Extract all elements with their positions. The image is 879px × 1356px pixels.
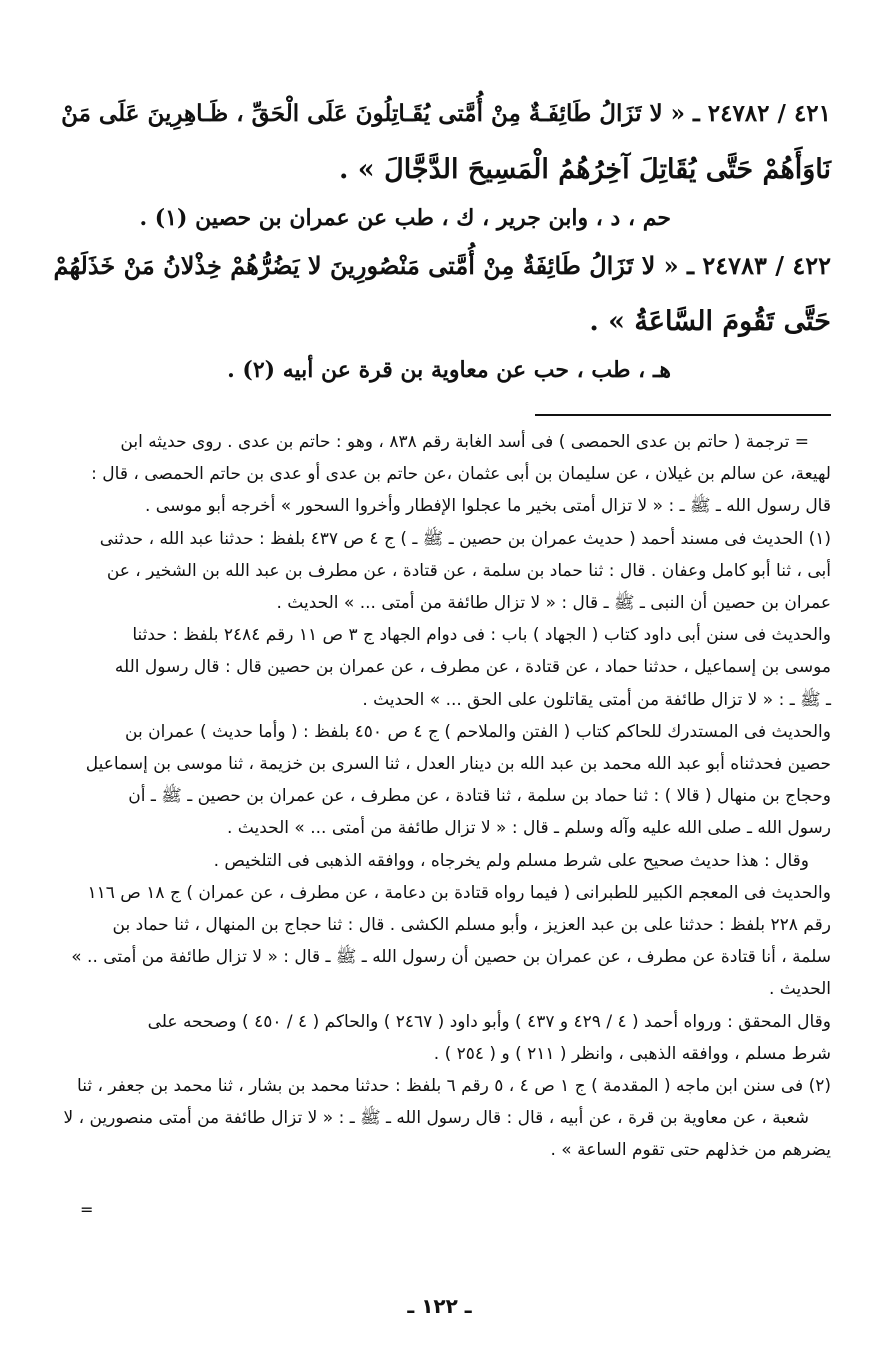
footnote-line: وقال : هذا حديث صحيح على شرط مسلم ولم يخرجاه ، ووافقه الذهبى فى التلخيص . [213, 850, 809, 871]
footnote-line: سلمة ، أنا قتادة عن مطرف ، عن عمران بن حصين أن رسول الله ـ ﷺ ـ قال : « لا تزال طائفة من أمتى .. » [71, 947, 831, 968]
hadith-text-line: حَتَّى تَقُومَ السَّاعَةُ » . [589, 306, 831, 337]
main-text [48, 86, 831, 390]
continuation-mark: = [80, 1200, 94, 1219]
hadith-text-line: ٤٢١ / ٢٤٧٨٢ ـ « لا تَزَالُ طَائِفَـةٌ مِنْ أُمَّتى يُقَـاتِلُونَ عَلَى الْحَقِّ ، ظَـاهِرِينَ عَلَى مَنْ [61, 100, 831, 127]
footnote-line: يضرهم من خذلهم حتى تقوم الساعة » . [550, 1140, 831, 1161]
footnotes [48, 426, 831, 1167]
footnote-separator [535, 414, 831, 416]
hadith-422 [48, 238, 831, 390]
footnote-line: قال رسول الله ـ ﷺ ـ : « لا تزال أمتى بخير ما عجلوا الإفطار وأخروا السحور » أخرجه أبو موسى . [144, 496, 831, 517]
page-number: ـ ١٢٢ ـ [407, 1294, 472, 1318]
footnote-line: وحجاج بن منهال ( قالا ) : ثنا حماد بن سلمة ، ثنا قتادة ، عن مطرف ، عن عمران بن حصين ـ ﷺ ـ أن [128, 786, 831, 807]
footnote-line: رسول الله ـ صلى الله عليه وآله وسلم ـ قال : « لا تزال طائفة من أمتى ... » الحديث . [226, 818, 831, 839]
footnote-line: والحديث فى المعجم الكبير للطبرانى ( فيما رواه قتادة بن دعامة ، عن مطرف ، عن عمران ) ج ١٨ ص ١١٦ [87, 882, 831, 903]
footnote-line: لهيعة، عن سالم بن غيلان ، عن سليمان بن أبى عثمان ،عن حاتم بن عدى أو عدى بن حاتم الحمصى ، قال : [91, 464, 831, 485]
footnote-line: (١) الحديث فى مسند أحمد ( حديث عمران بن حصين ـ ﷺ ـ ) ج ٤ ص ٤٣٧ بلفظ : حدثنا عبد الله ، حدثنى [99, 528, 831, 549]
footnote-line: = ترجمة ( حاتم بن عدى الحمصى ) فى أسد الغابة رقم ٨٣٨ ، وهو : حاتم بن عدى . روى حديثه ابن [120, 432, 809, 452]
footnote-line: حصين فحدثناه أبو عبد الله محمد بن عبد الله بن دينار العدل ، ثنا السرى بن خزيمة ، ثنا موسى بن إسماعيل [85, 754, 831, 775]
footnote-line: شعبة ، عن معاوية بن قرة ، عن أبيه ، قال : قال رسول الله ـ ﷺ ـ : « لا تزال طائفة من أمتى منصورين ، لا [63, 1108, 809, 1129]
footnote-line: عمران بن حصين أن النبى ـ ﷺ ـ قال : « لا تزال طائفة من أمتى ... » الحديث . [276, 593, 831, 614]
hadith-text-line: ٤٢٢ / ٢٤٧٨٣ ـ « لا تَزَالُ طَائِفَةٌ مِنْ أُمَّتى مَنْصُورِينَ لا يَضُرُّهُمْ خِذْلانُ مَنْ خَذَلَهُمْ [53, 251, 831, 280]
footnote-line: (٢) فى سنن ابن ماجه ( المقدمة ) ج ١ ص ٤ ، ٥ رقم ٦ بلفظ : حدثنا محمد بن بشار ، ثنا محمد بن جعفر ، ثنا [77, 1076, 831, 1097]
hadith-source: حم ، د ، وابن جرير ، ك ، طب عن عمران بن حصين (١) . [139, 205, 671, 231]
hadith-421 [48, 86, 831, 238]
footnote-line: الحديث . [768, 979, 831, 1000]
footnote-line: موسى بن إسماعيل ، حدثنا حماد ، عن قتادة ، عن مطرف ، عن عمران بن حصين قال : قال رسول الله [114, 657, 831, 678]
footnote-line: والحديث فى المستدرك للحاكم كتاب ( الفتن والملاحم ) ج ٤ ص ٤٥٠ بلفظ : ( وأما حديث ) عمران بن [125, 721, 831, 742]
hadith-source: هـ ، طب ، حب عن معاوية بن قرة عن أبيه (٢) . [227, 357, 671, 383]
footnote-line: والحديث فى سنن أبى داود كتاب ( الجهاد ) باب : فى دوام الجهاد ج ٣ ص ١١ رقم ٢٤٨٤ بلفظ : حدثنا [132, 625, 831, 646]
footnote-line: وقال المحقق : ورواه أحمد ( ٤ / ٤٢٩ و ٤٣٧ ) وأبو داود ( ٢٤٦٧ ) والحاكم ( ٤ / ٤٥٠ ) وصححه على [147, 1011, 831, 1032]
hadith-text-line: نَاوَأَهُمْ حَتَّى يُقَاتِلَ آخِرُهُمُ الْمَسِيحَ الدَّجَّالَ » . [339, 154, 831, 185]
footnote-line: رقم ٢٢٨ بلفظ : حدثنا على بن عبد العزيز ، وأبو مسلم الكشى . قال : ثنا حجاج بن المنهال ، ثنا حماد بن [112, 915, 831, 936]
footnote-line: أبى ، ثنا أبو كامل وعفان . قال : ثنا حماد بن سلمة ، عن قتادة ، عن مطرف بن عبد الله بن الشخير ، عن [106, 560, 831, 581]
footnote-line: شرط مسلم ، ووافقه الذهبى ، وانظر ( ٢١١ ) و ( ٢٥٤ ) . [433, 1043, 831, 1064]
footnote-line: ـ ﷺ ـ : « لا تزال طائفة من أمتى يقاتلون على الحق ... » الحديث . [362, 689, 831, 710]
